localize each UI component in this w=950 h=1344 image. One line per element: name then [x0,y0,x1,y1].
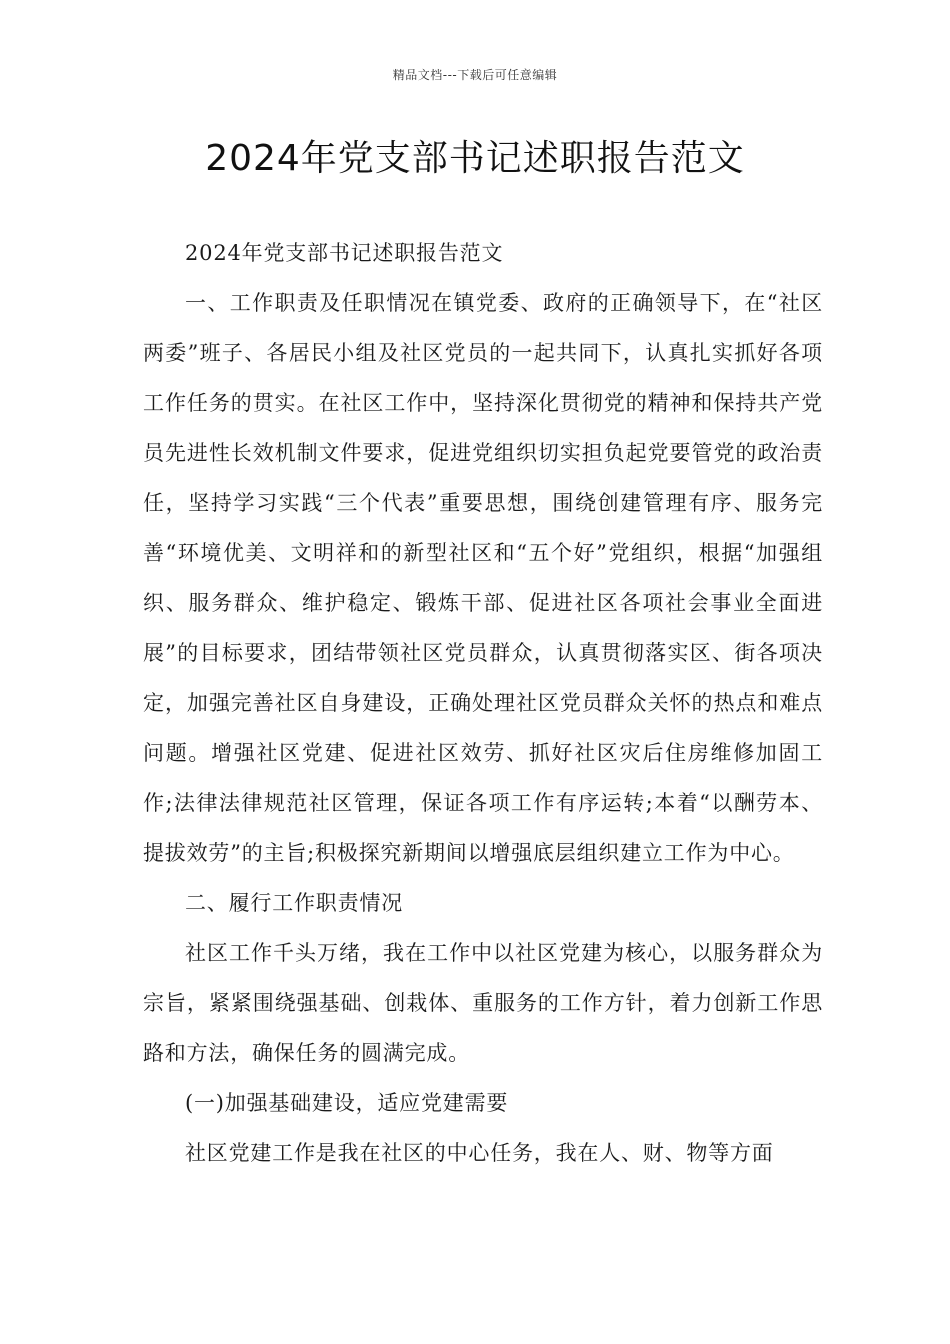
subsection-heading: (一)加强基础建设，适应党建需要 [185,1091,509,1115]
body-paragraph: 社区党建工作是我在社区的中心任务，我在人、财、物等方面 [185,1141,774,1165]
header-note: 精品文档---下载后可任意编辑 [392,68,558,82]
section-heading: 二、履行工作职责情况 [185,891,403,915]
document-body [143,228,823,1178]
document-title: 2024年党支部书记述职报告范文 [205,138,745,179]
body-paragraph: 社区工作千头万绪，我在工作中以社区党建为核心，以服务群众为宗旨，紧紧围绕强基础、创栽体、重服务的工作方针，着力创新工作思路和方法，确保任务的圆满完成。 [143,941,823,1065]
body-paragraph: 2024年党支部书记述职报告范文 [185,241,504,265]
body-paragraph: 一、工作职责及任职情况在镇党委、政府的正确领导下，在“社区两委”班子、各居民小组及社区党员的一起共同下，认真扎实抓好各项工作任务的贯实。在社区工作中，坚持深化贯彻党的精神和保持共产党员先进性长效机制文件要求，促进党组织切实担负起党要管党的政治责任，坚持学习实践“三个代表”重要思想，围绕创建管理有序、服务完善“环境优美、文明祥和的新型社区和“五个好”党组织，根据“加强组织、服务群众、维护稳定、锻炼干部、促进社区各项社会事业全面进展”的目标要求，团结带领社区党员群众，认真贯彻落实区、街各项决定，加强完善社区自身建设，正确处理社区党员群众关怀的热点和难点问题。增强社区党建、促进社区效劳、抓好社区灾后住房维修加固工作;法律法律规范社区管理，保证各项工作有序运转;本着“以酬劳本、提拔效劳”的主旨;积极探究新期间以增强底层组织建立工作为中心。 [143,291,823,865]
